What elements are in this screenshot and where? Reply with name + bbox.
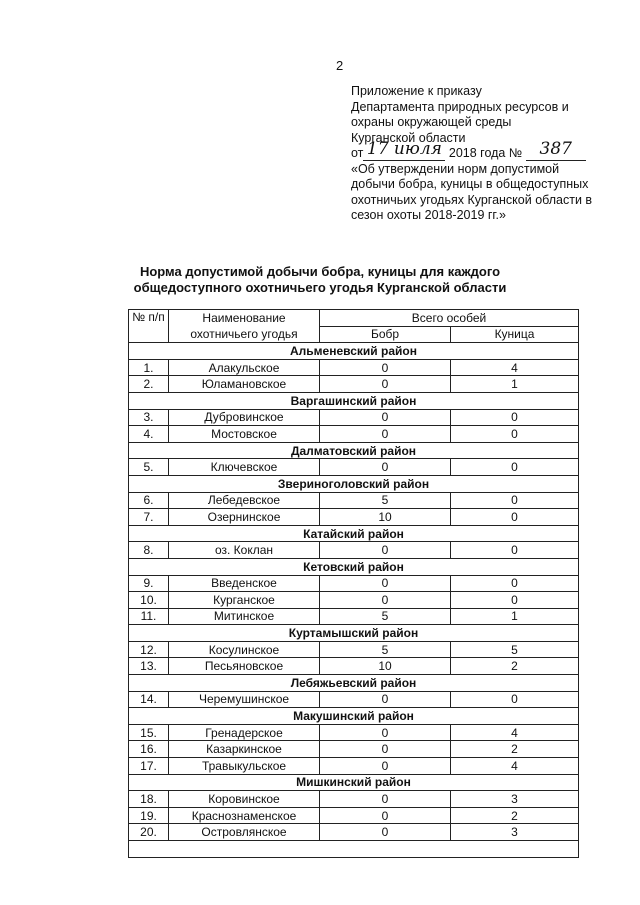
table-row [129,509,579,526]
header-number: № п/п [129,310,169,343]
beaver-count: 0 [320,807,451,824]
district-name: Варгашинский район [129,392,579,409]
district-name: Куртамышский район [129,625,579,642]
district-name: Звериноголовский район [129,475,579,492]
beaver-count: 0 [320,741,451,758]
subject-line: охотничьих угодьях Курганской области в [351,192,593,207]
hunting-ground-name: Митинское [169,608,320,625]
hunting-ground-name: Курганское [169,592,320,609]
marten-count: 0 [451,409,579,426]
marten-count: 0 [451,509,579,526]
row-number: 3. [129,409,169,426]
harvest-table [128,309,579,858]
beaver-count: 0 [320,691,451,708]
table-row [129,426,579,443]
row-number: 17. [129,758,169,775]
marten-count: 0 [451,691,579,708]
beaver-count: 0 [320,376,451,393]
hunting-ground-name: Косулинское [169,641,320,658]
beaver-count: 0 [320,542,451,559]
district-row [129,675,579,692]
marten-count: 2 [451,807,579,824]
marten-count: 0 [451,426,579,443]
table-row [129,824,579,841]
marten-count: 1 [451,376,579,393]
appendix-header [351,84,621,224]
table-row [129,542,579,559]
hunting-ground-name: Гренадерское [169,724,320,741]
marten-count: 4 [451,359,579,376]
table-row [129,791,579,808]
beaver-count: 0 [320,575,451,592]
hunting-ground-name: оз. Коклан [169,542,320,559]
hunting-ground-name: Травыкульское [169,758,320,775]
header-beaver: Бобр [320,326,451,343]
row-number: 1. [129,359,169,376]
hunting-ground-name: Ключевское [169,459,320,476]
district-row [129,708,579,725]
beaver-count: 10 [320,509,451,526]
appendix-line: Департамента природных ресурсов и [351,99,569,114]
row-number: 16. [129,741,169,758]
order-date-line [351,139,621,162]
beaver-count: 5 [320,492,451,509]
hunting-ground-name: Мостовское [169,426,320,443]
row-number: 6. [129,492,169,509]
marten-count: 2 [451,658,579,675]
table-row [129,724,579,741]
table-row [129,359,579,376]
blank-row [129,841,579,858]
hunting-ground-name: Коровинское [169,791,320,808]
row-number: 18. [129,791,169,808]
subject-line: «Об утверждении норм допустимой [351,161,560,176]
table-row [129,758,579,775]
date-suffix: 2018 года № [448,146,523,160]
table-row [129,608,579,625]
row-number: 8. [129,542,169,559]
marten-count: 2 [451,741,579,758]
hunting-ground-name: Черемушинское [169,691,320,708]
hunting-ground-name: Дубровинское [169,409,320,426]
marten-count: 1 [451,608,579,625]
row-number: 11. [129,608,169,625]
table-row [129,376,579,393]
marten-count: 0 [451,459,579,476]
header-marten: Куница [451,326,579,343]
hunting-ground-name: Озернинское [169,509,320,526]
beaver-count: 0 [320,592,451,609]
header-name-line2: охотничьего угодья [169,326,320,343]
row-number: 19. [129,807,169,824]
table-row [129,459,579,476]
beaver-count: 0 [320,791,451,808]
document-title [120,264,520,296]
table-row [129,807,579,824]
row-number: 14. [129,691,169,708]
beaver-count: 0 [320,459,451,476]
table-row [129,658,579,675]
marten-count: 3 [451,791,579,808]
beaver-count: 0 [320,724,451,741]
hunting-ground-name: Казаркинское [169,741,320,758]
hunting-ground-name: Юламановское [169,376,320,393]
district-name: Кетовский район [129,558,579,575]
row-number: 5. [129,459,169,476]
marten-count: 4 [451,758,579,775]
row-number: 13. [129,658,169,675]
row-number: 20. [129,824,169,841]
subject-line: добычи бобра, куницы в общедоступных [351,177,589,191]
district-row [129,442,579,459]
marten-count: 4 [451,724,579,741]
district-name: Альменевский район [129,343,579,360]
handwritten-order-number: 387 [539,139,572,159]
row-number: 10. [129,592,169,609]
beaver-count: 0 [320,426,451,443]
beaver-count: 0 [320,824,451,841]
row-number: 12. [129,641,169,658]
hunting-ground-name: Лебедевское [169,492,320,509]
beaver-count: 0 [320,758,451,775]
hunting-ground-name: Островлянское [169,824,320,841]
marten-count: 0 [451,542,579,559]
row-number: 4. [129,426,169,443]
subject-line: сезон охоты 2018-2019 гг.» [351,208,506,222]
header-total: Всего особей [320,310,579,327]
table-row [129,592,579,609]
marten-count: 5 [451,641,579,658]
table-row [129,492,579,509]
district-name: Мишкинский район [129,774,579,791]
district-row [129,343,579,360]
row-number: 7. [129,509,169,526]
harvest-table-container [128,309,579,858]
table-row [129,409,579,426]
appendix-line: Курганской области [351,130,466,145]
district-name: Катайский район [129,525,579,542]
hunting-ground-name: Алакульское [169,359,320,376]
header-name-line1: Наименование [169,310,320,327]
table-row [129,691,579,708]
appendix-line: охраны окружающей среды [351,115,512,129]
district-row [129,525,579,542]
hunting-ground-name: Краснознаменское [169,807,320,824]
beaver-count: 5 [320,641,451,658]
row-number: 2. [129,376,169,393]
district-row [129,475,579,492]
district-row [129,392,579,409]
marten-count: 0 [451,592,579,609]
district-name: Далматовский район [129,442,579,459]
table-row [129,741,579,758]
page-number: 2 [336,58,344,73]
marten-count: 0 [451,492,579,509]
blank-cell [129,841,579,858]
hunting-ground-name: Песьяновское [169,658,320,675]
beaver-count: 5 [320,608,451,625]
appendix-line: Приложение к приказу [351,84,482,98]
marten-count: 3 [451,824,579,841]
table-row [129,575,579,592]
date-prefix: от [351,146,364,160]
beaver-count: 10 [320,658,451,675]
table-row [129,641,579,658]
district-name: Макушинский район [129,708,579,725]
row-number: 15. [129,724,169,741]
hunting-ground-name: Введенское [169,575,320,592]
row-number: 9. [129,575,169,592]
beaver-count: 0 [320,359,451,376]
handwritten-date: 17 июля [366,139,442,159]
district-row [129,625,579,642]
table-body [129,343,579,858]
district-row [129,774,579,791]
beaver-count: 0 [320,409,451,426]
title-line: общедоступного охотничьего угодья Курганской области [133,280,507,295]
marten-count: 0 [451,575,579,592]
title-line: Норма допустимой добычи бобра, куницы для каждого [139,264,501,279]
district-row [129,558,579,575]
district-name: Лебяжьевский район [129,675,579,692]
